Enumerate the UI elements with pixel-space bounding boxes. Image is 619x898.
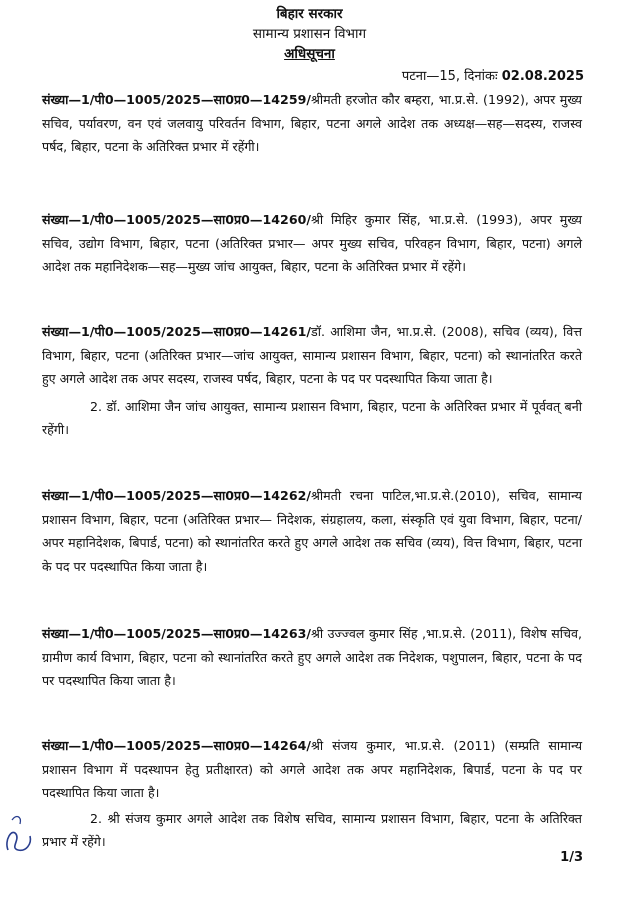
entry-number: संख्या—1/पी0—1005/2025—सा0प्र0—14260/ [42, 212, 311, 227]
entry-text: श्री उज्ज्वल कुमार सिंह ,भा.प्र.से. (2011), विशेष सचिव, ग्रामीण कार्य विभाग, बिहार, पटना को स्थानांतरित करते हुए अगले आदेश तक निदेशक, पशुपालन, बिहार, पटना के पद पर पदस्थापित किया जाता है। [42, 626, 582, 688]
entry-number: संख्या—1/पी0—1005/2025—सा0प्र0—14263/ [42, 626, 311, 641]
page-number: 1/3 [560, 850, 583, 865]
entry-14262 [42, 484, 582, 578]
header-notification: अधिसूचना [284, 46, 335, 62]
entry-number: संख्या—1/पी0—1005/2025—सा0प्र0—14262/ [42, 488, 311, 503]
entry-14261 [42, 320, 582, 442]
entry-sub-paragraph: 2. डॉ. आशिमा जैन जांच आयुक्त, सामान्य प्रशासन विभाग, बिहार, पटना के अतिरिक्त प्रभार में पूर्ववत् बनी रहेंगी। [42, 398, 582, 437]
entry-text: श्री संजय कुमार, भा.प्र.से. (2011) (सम्प्रति सामान्य प्रशासन विभाग में पदस्थापन हेतु प्रतीक्षारत) को अगले आदेश तक अपर महानिदेशक, बिपार्ड, पटना के पद पर पदस्थापित किया जाता है। [42, 738, 582, 800]
entry-number: संख्या—1/पी0—1005/2025—सा0प्र0—14261/ [42, 324, 311, 339]
entry-text: श्रीमती हरजोत कौर बम्हरा, भा.प्र.से. (1992), अपर मुख्य सचिव, पर्यावरण, वन एवं जलवायु परिवर्तन विभाग, बिहार, पटना अगले आदेश तक अध्यक्ष—सह—सदस्य, राजस्व पर्षद, बिहार, पटना के अतिरिक्त प्रभार में रहेंगी। [42, 92, 582, 154]
entry-text: डॉ. आशिमा जैन, भा.प्र.से. (2008), सचिव (व्यय), वित्त विभाग, बिहार, पटना (अतिरिक्त प्रभार—जांच आयुक्त, सामान्य प्रशासन विभाग, बिहार, पटना) को स्थानांतरित करते हुए अगले आदेश तक अपर सदस्य, राजस्व पर्षद, बिहार, पटना के पद पर पदस्थापित किया जाता है। [42, 324, 582, 386]
dateline-prefix: पटना—15, दिनांकः [401, 69, 502, 84]
entry-14259 [42, 88, 582, 159]
dateline [0, 66, 619, 84]
entry-number: संख्या—1/पी0—1005/2025—सा0प्र0—14264/ [42, 738, 311, 753]
entry-text: श्री मिहिर कुमार सिंह, भा.प्र.से. (1993), अपर मुख्य सचिव, उद्योग विभाग, बिहार, पटना (अतिरिक्त प्रभार— अपर मुख्य सचिव, परिवहन विभाग, बिहार, पटना) अगले आदेश तक महानिदेशक—सह—मुख्य जांच आयुक्त, बिहार, पटना के अतिरिक्त प्रभार में रहेंगे। [42, 212, 582, 274]
dateline-date: 02.08.2025 [501, 69, 584, 84]
entry-number: संख्या—1/पी0—1005/2025—सा0प्र0—14259/ [42, 92, 311, 107]
header-department: सामान्य प्रशासन विभाग [252, 26, 367, 42]
entry-sub-paragraph: 2. श्री संजय कुमार अगले आदेश तक विशेष सचिव, सामान्य प्रशासन विभाग, बिहार, पटना के अतिरिक्त प्रभार में रहेंगे। [42, 810, 582, 849]
signature-mark [2, 800, 38, 860]
entry-14263 [42, 622, 582, 693]
header-government: बिहार सरकार [276, 6, 343, 22]
entry-14260 [42, 208, 582, 279]
entry-text: श्रीमती रचना पाटिल,भा.प्र.से.(2010), सचिव, सामान्य प्रशासन विभाग, बिहार, पटना (अतिरिक्त प्रभार— निदेशक, संग्रहालय, कला, संस्कृति एवं युवा विभाग, बिहार, पटना/अपर महानिदेशक, बिपार्ड, पटना) को स्थानांतरित करते हुए अगले आदेश तक सचिव (व्यय), वित्त विभाग, बिहार, पटना के पद पर पदस्थापित किया जाता है। [42, 488, 582, 574]
entry-14264 [42, 734, 582, 854]
